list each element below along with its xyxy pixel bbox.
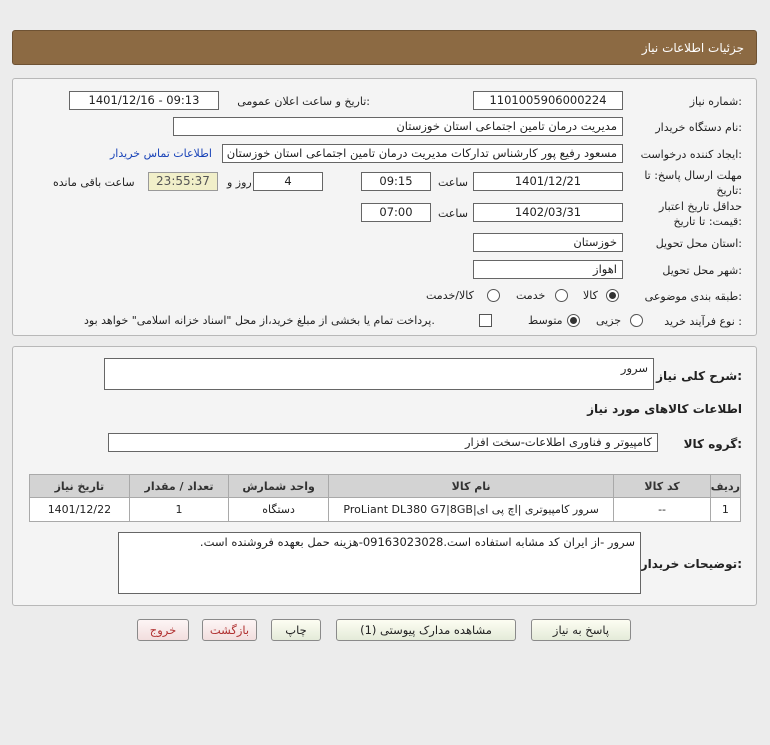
- announce-field: 1401/12/16 - 09:13: [69, 91, 219, 110]
- city-label: شهر محل تحویل:: [662, 264, 742, 277]
- purchase-radio-minor[interactable]: [630, 314, 643, 327]
- treasury-checkbox[interactable]: [479, 314, 492, 327]
- purchase-minor-label: جزیی: [596, 314, 622, 327]
- table-header-row: [30, 475, 741, 498]
- price-time-label: ساعت: [438, 207, 468, 220]
- buyer-org-field: مدیریت درمان تامین اجتماعی استان خوزستان: [173, 117, 623, 136]
- col-unit-header: واحد شمارش: [229, 475, 329, 498]
- need-description-field: سرور: [104, 358, 654, 390]
- cell-date: 1401/12/22: [30, 498, 130, 522]
- creator-field: مسعود رفیع پور کارشناس تدارکات مدیریت درمان تامین اجتماعی استان خوزستان: [222, 144, 623, 163]
- need-description-label: شرح کلی نیاز:: [656, 369, 742, 383]
- buyer-notes-label: توضیحات خریدار:: [640, 557, 742, 571]
- cell-qty: 1: [129, 498, 229, 522]
- city-field: اهواز: [473, 260, 623, 279]
- need-number-field: 1101005906000224: [473, 91, 623, 110]
- col-date-header: تاریخ نیاز: [30, 475, 130, 498]
- cell-row: 1: [710, 498, 740, 522]
- remaining-label: ساعت باقی مانده: [53, 176, 135, 189]
- table-row: [30, 498, 741, 522]
- province-label: استان محل تحویل:: [655, 237, 742, 250]
- category-radio-service[interactable]: [555, 289, 568, 302]
- price-validity-label: حداقل تاریخ اعتبار قیمت: تا تاریخ:: [658, 200, 742, 228]
- goods-group-label: گروه کالا:: [683, 437, 742, 451]
- purchase-type-label: نوع فرآیند خرید :: [664, 315, 742, 328]
- payment-note: پرداخت تمام یا بخشی از مبلغ خرید،از محل "اسناد خزانه اسلامی" خواهد بود.: [84, 314, 435, 327]
- col-name-header: نام کالا: [328, 475, 613, 498]
- items-table: [29, 474, 741, 522]
- buyer-notes-field: سرور -از ایران کد مشابه استفاده است.09163023028-هزینه حمل بعهده فروشنده است.: [118, 532, 641, 594]
- purchase-medium-label: متوسط: [528, 314, 563, 327]
- remaining-time-field: 23:55:37: [148, 172, 218, 191]
- back-button[interactable]: بازگشت: [202, 619, 257, 641]
- price-date-field: 1402/03/31: [473, 203, 623, 222]
- reply-deadline-label: مهلت ارسال پاسخ: تا تاریخ:: [644, 169, 742, 197]
- col-row-header: ردیف: [710, 475, 740, 498]
- contact-buyer-link[interactable]: اطلاعات تماس خریدار: [110, 147, 212, 160]
- cell-code: --: [614, 498, 710, 522]
- col-qty-header: تعداد / مقدار: [129, 475, 229, 498]
- reply-time-field: 09:15: [361, 172, 431, 191]
- col-code-header: کد کالا: [614, 475, 710, 498]
- view-attachments-button[interactable]: مشاهده مدارک پیوستی (1): [336, 619, 516, 641]
- reply-date-field: 1401/12/21: [473, 172, 623, 191]
- announce-label: تاریخ و ساعت اعلان عمومی:: [237, 95, 370, 108]
- print-button[interactable]: چاپ: [271, 619, 321, 641]
- category-goods-label: کالا: [583, 289, 598, 302]
- purchase-radio-medium[interactable]: [567, 314, 580, 327]
- reply-button[interactable]: پاسخ به نیاز: [531, 619, 631, 641]
- days-field: 4: [253, 172, 323, 191]
- category-both-label: کالا/خدمت: [426, 289, 474, 302]
- price-time-field: 07:00: [361, 203, 431, 222]
- category-radio-both[interactable]: [487, 289, 500, 302]
- province-field: خوزستان: [473, 233, 623, 252]
- creator-label: ایجاد کننده درخواست:: [640, 148, 742, 161]
- category-radio-goods[interactable]: [606, 289, 619, 302]
- page-title: جزئیات اطلاعات نیاز: [641, 41, 744, 55]
- cell-name: سرور کامپیوتری |اچ پی ای|ProLiant DL380 G7|8GB: [328, 498, 613, 522]
- category-label: طبقه بندی موضوعی:: [644, 290, 742, 303]
- cell-unit: دستگاه: [229, 498, 329, 522]
- buyer-org-label: نام دستگاه خریدار:: [655, 121, 742, 134]
- need-number-label: شماره نیاز:: [689, 95, 742, 108]
- goods-group-field: کامپیوتر و فناوری اطلاعات-سخت افزار: [108, 433, 658, 452]
- page-header: [12, 30, 757, 65]
- exit-button[interactable]: خروج: [137, 619, 189, 641]
- reply-time-label: ساعت: [438, 176, 468, 189]
- days-label: روز و: [227, 176, 252, 189]
- category-service-label: خدمت: [516, 289, 546, 302]
- goods-info-title: اطلاعات کالاهای مورد نیاز: [587, 402, 742, 416]
